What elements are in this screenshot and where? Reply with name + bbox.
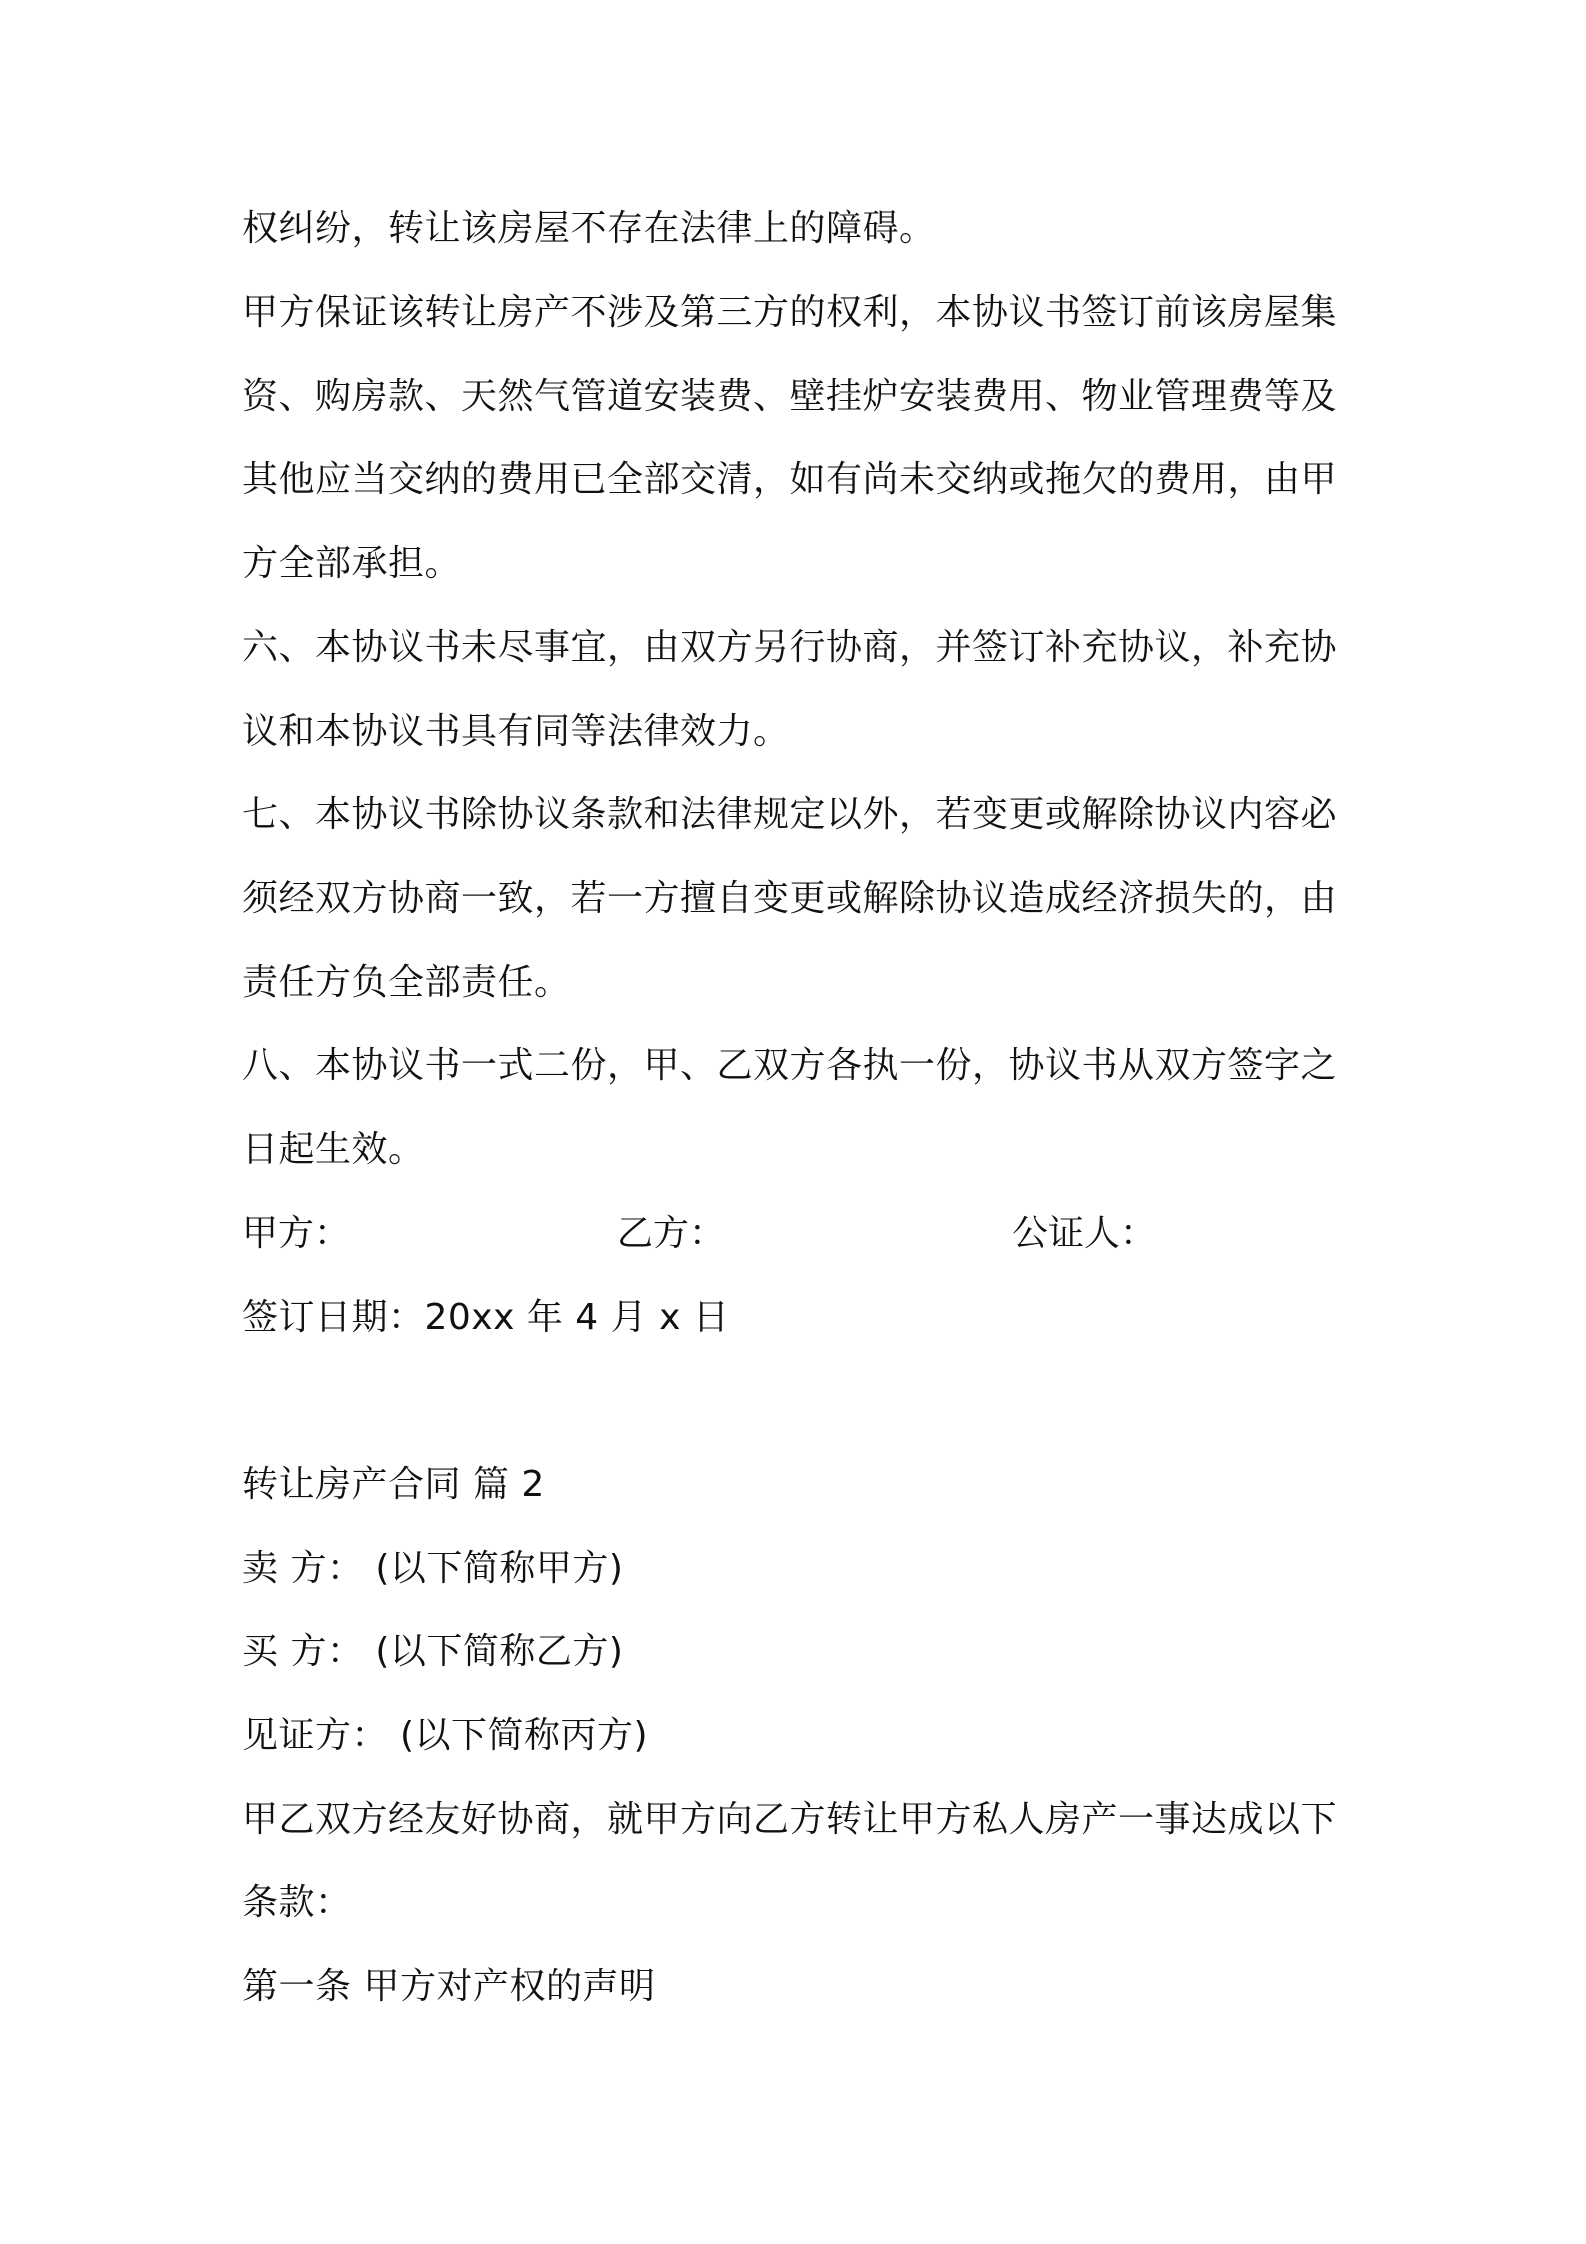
intro-line: 条款： xyxy=(242,1882,352,1923)
paragraph-line: 甲方保证该转让房产不涉及第三方的权利，本协议书签订前该房屋集 xyxy=(242,292,1338,333)
sign-date: 签订日期：20xx 年 4 月 x 日 xyxy=(242,1297,730,1338)
seller-line: 卖 方： (以下简称甲方) xyxy=(242,1548,624,1589)
clause-eight-line: 八、本协议书一式二份，甲、乙双方各执一份，协议书从双方签字之 xyxy=(242,1045,1338,1086)
paragraph-line: 资、购房款、天然气管道安装费、壁挂炉安装费用、物业管理费等及 xyxy=(242,376,1338,417)
paragraph-line: 其他应当交纳的费用已全部交清，如有尚未交纳或拖欠的费用，由甲 xyxy=(242,459,1338,500)
witness-line: 见证方： (以下简称丙方) xyxy=(242,1715,649,1756)
clause-seven-line: 责任方负全部责任。 xyxy=(242,962,571,1003)
clause-eight-line: 日起生效。 xyxy=(242,1129,425,1170)
paragraph-line: 方全部承担。 xyxy=(242,543,462,584)
paragraph-line: 权纠纷，转让该房屋不存在法律上的障碍。 xyxy=(242,208,936,249)
notary-signature-label: 公证人： xyxy=(1012,1213,1157,1254)
party-a-signature-label: 甲方： xyxy=(242,1213,351,1254)
article-one-heading: 第一条 甲方对产权的声明 xyxy=(242,1966,656,2007)
clause-six-line: 议和本协议书具有同等法律效力。 xyxy=(242,711,790,752)
buyer-line: 买 方： (以下简称乙方) xyxy=(242,1631,624,1672)
section-title: 转让房产合同 篇 2 xyxy=(242,1464,545,1505)
clause-six-line: 六、本协议书未尽事宜，由双方另行协商，并签订补充协议，补充协 xyxy=(242,627,1338,668)
party-b-signature-label: 乙方： xyxy=(617,1213,726,1254)
clause-seven-line: 七、本协议书除协议条款和法律规定以外，若变更或解除协议内容必 xyxy=(242,794,1338,835)
intro-line: 甲乙双方经友好协商，就甲方向乙方转让甲方私人房产一事达成以下 xyxy=(242,1799,1338,1840)
clause-seven-line: 须经双方协商一致，若一方擅自变更或解除协议造成经济损失的，由 xyxy=(242,878,1338,919)
